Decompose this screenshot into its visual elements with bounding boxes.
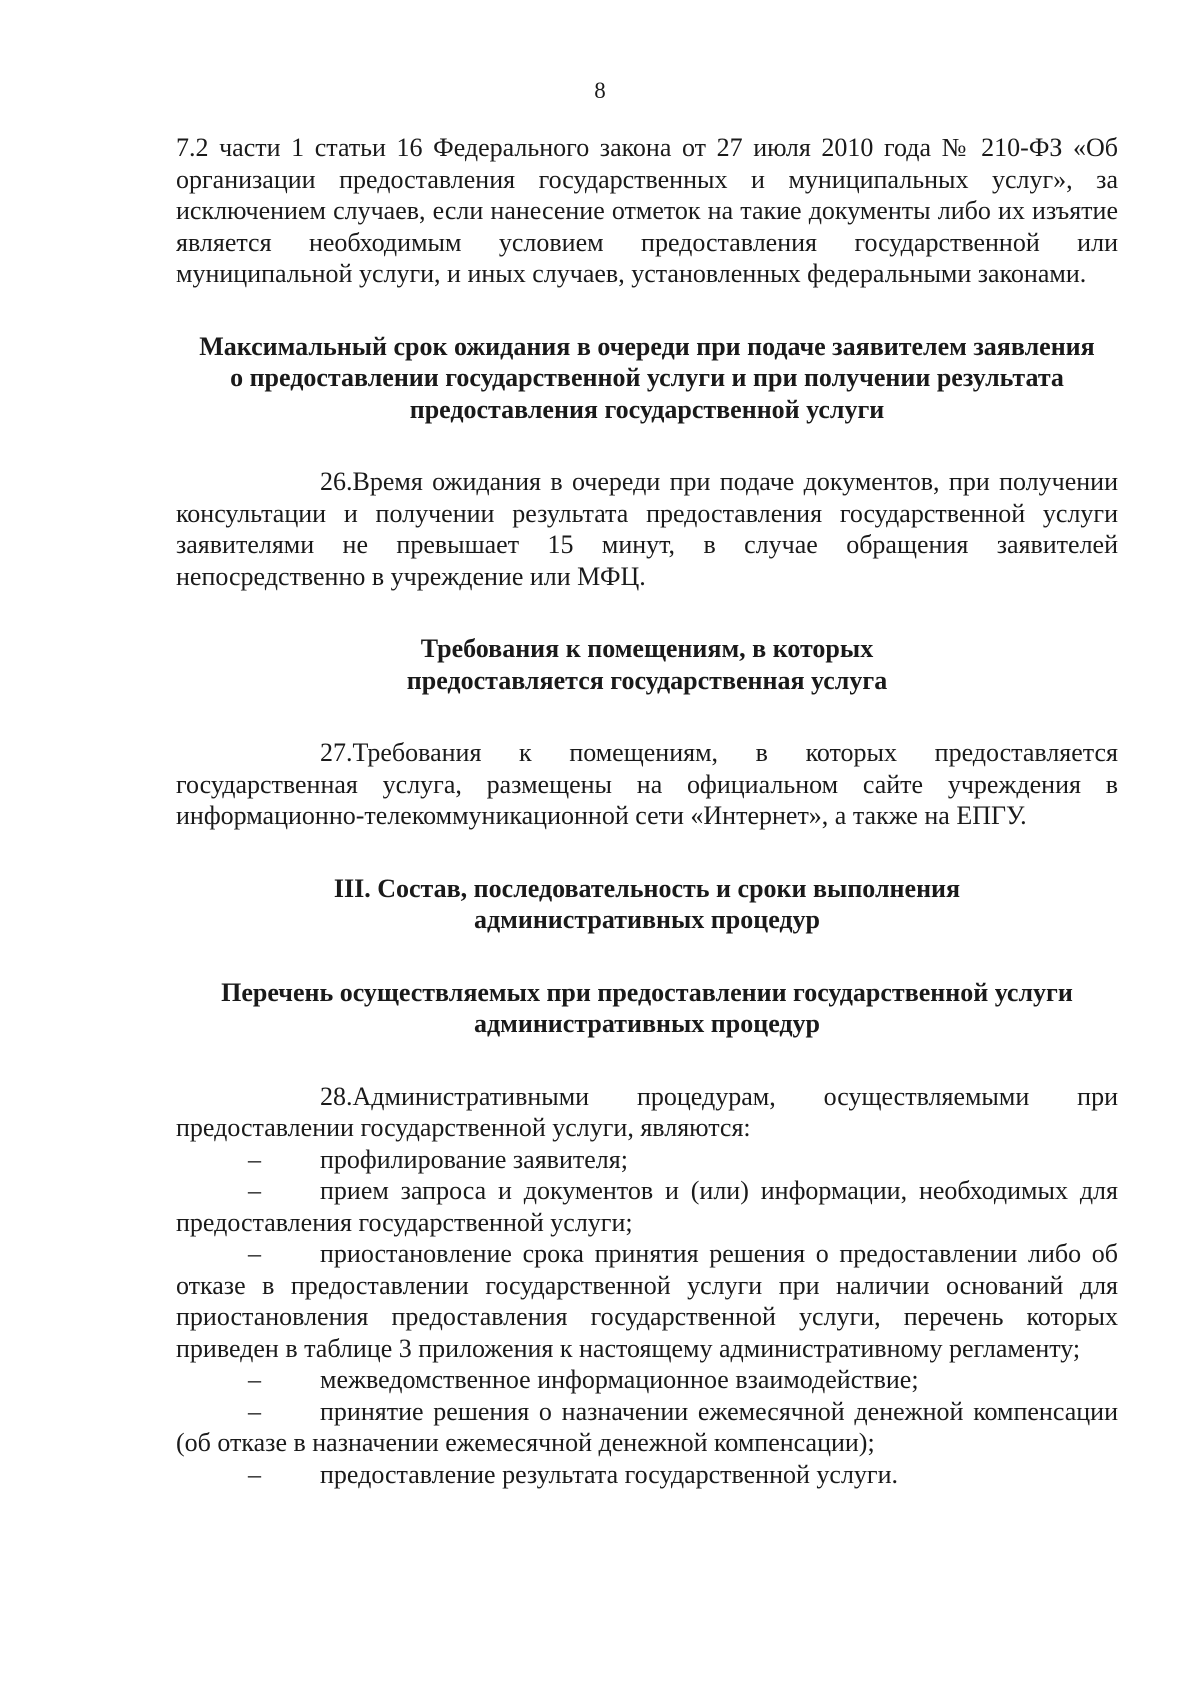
list-item xyxy=(176,1238,1118,1364)
clause-26 xyxy=(176,466,1118,592)
list-item-text: межведомственное информационное взаимодействие; xyxy=(320,1365,919,1394)
clause-27 xyxy=(176,737,1118,832)
procedures-heading-block xyxy=(176,977,1118,1040)
clause-27-number: 27. xyxy=(320,738,353,767)
list-item-text: прием запроса и документов и (или) информации, необходимых для предоставления государственной услуги; xyxy=(176,1176,1118,1237)
clause-28-text: Административными процедурам, осуществляемыми при предоставлении государственной услуги, являются: xyxy=(176,1081,1118,1142)
page-number: 8 xyxy=(594,78,606,103)
clause-27-text: Требования к помещениям, в которых предоставляется государственная услуга, размещены на официальном сайте учреждения в информационно-телекоммуникационной сети «Интернет», а также на ЕПГУ. xyxy=(176,738,1118,830)
list-item-text: предоставление результата государственной услуги. xyxy=(320,1459,899,1489)
queue-heading-block xyxy=(176,331,1118,426)
list-item xyxy=(176,1364,1118,1396)
list-item xyxy=(176,1459,1118,1491)
section-three-heading-block xyxy=(176,873,1118,936)
section-three-heading-line2: административных процедур xyxy=(473,905,821,934)
page-content xyxy=(176,132,1118,1490)
procedures-heading-line2: административных процедур xyxy=(473,1009,821,1038)
list-item-text: принятие решения о назначении ежемесячной денежной компенсации (об отказе в назначении ежемесячной денежной компенсации); xyxy=(176,1396,1118,1457)
dash-marker: – xyxy=(248,1144,261,1174)
procedures-heading-line1: Перечень осуществляемых при предоставлении государственной услуги xyxy=(221,977,1073,1007)
dash-marker: – xyxy=(248,1176,261,1205)
list-item xyxy=(176,1396,1118,1459)
clause-26-text: Время ожидания в очереди при подаче документов, при получении консультации и получении результата предоставления государственной услуги заявителями не превышает 15 минут, в случае обращения заявителей непосредственно в учреждение или МФЦ. xyxy=(176,467,1118,591)
list-item xyxy=(176,1175,1118,1238)
dash-marker: – xyxy=(248,1459,261,1489)
premises-section-heading: Требования к помещениям, в которых предоставляется государственная услуга xyxy=(406,634,888,695)
dash-marker: – xyxy=(248,1365,261,1394)
list-item-text: профилирование заявителя; xyxy=(320,1144,628,1174)
intro-paragraph: 7.2 части 1 статьи 16 Федерального закона от 27 июля 2010 года № 210-ФЗ «Об организации предоставления государственных и муниципальных услуг», за исключением случаев, если нанесение отметок на такие документы либо их изъятие является необходимым условием предоставления государственной или муниципальной услуги, и иных случаев, установленных федеральными законами. xyxy=(176,133,1118,288)
list-item xyxy=(176,1144,1118,1176)
section-three-heading-line1: III. Состав, последовательность и сроки выполнения xyxy=(333,873,961,903)
list-item-text: приостановление срока принятия решения о предоставлении либо об отказе в предоставлении государственной услуги при наличии оснований для приостановления предоставления государственной услуги, перечень которых приведен в таблице 3 приложения к настоящему административному регламенту; xyxy=(176,1239,1118,1363)
dash-marker: – xyxy=(248,1396,261,1426)
clause-28-number: 28. xyxy=(320,1081,353,1111)
dash-marker: – xyxy=(248,1239,261,1268)
premises-heading-block xyxy=(176,633,1118,696)
queue-section-heading: Максимальный срок ожидания в очереди при подаче заявителем заявления о предоставлении государственной услуги и при получении результата предоставления государственной услуги xyxy=(199,331,1095,424)
clause-28 xyxy=(176,1081,1118,1144)
clause-26-number: 26. xyxy=(320,467,353,496)
